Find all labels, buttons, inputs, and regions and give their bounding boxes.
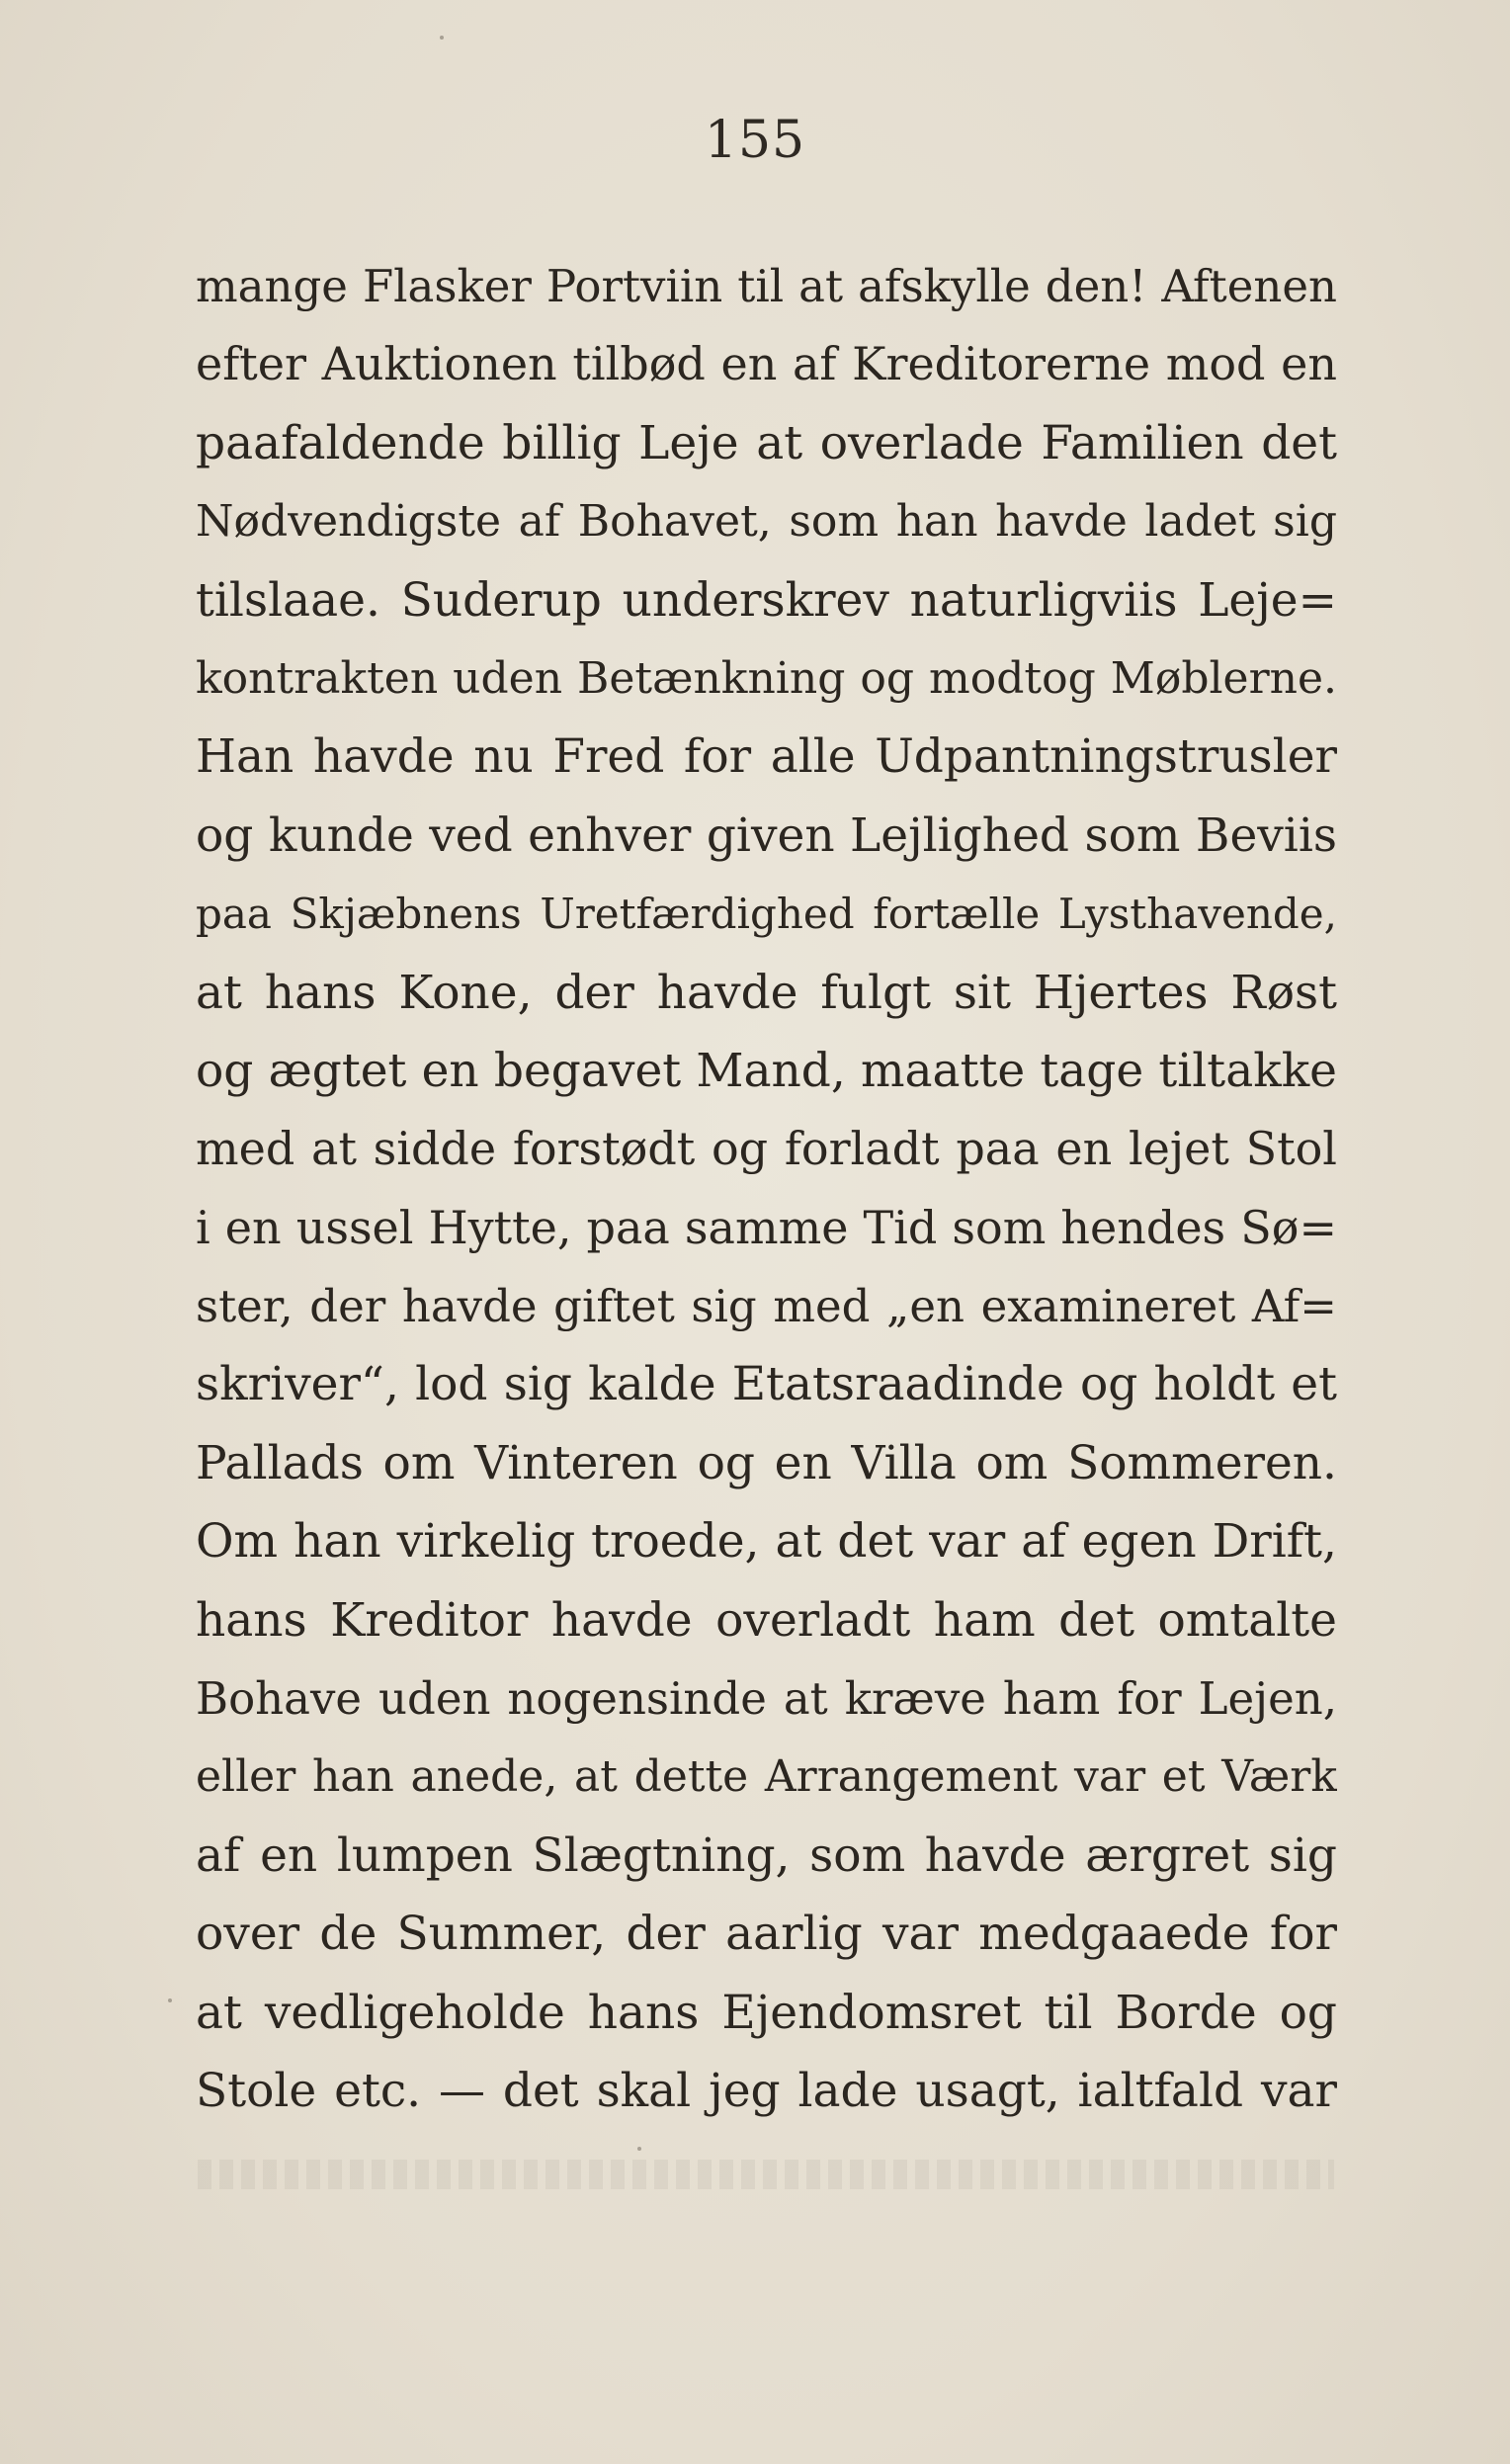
show-through-trace bbox=[198, 2160, 1334, 2189]
text-line: med at sidde forstødt og forladt paa en lejet Stol bbox=[196, 1122, 1337, 1176]
page-number: 155 bbox=[704, 111, 806, 170]
paper-speck bbox=[637, 2147, 641, 2151]
text-line: og kunde ved enhver given Lejlighed som Beviis bbox=[196, 807, 1337, 863]
text-line: paa Skjæbnens Uretfærdighed fortælle Lysthavende, bbox=[196, 890, 1337, 939]
text-line: Stole etc. — det skal jeg lade usagt, ialtfald var bbox=[196, 2063, 1337, 2118]
text-line: mange Flasker Portviin til at afskylle den! Aftenen bbox=[196, 260, 1337, 312]
body-text bbox=[196, 247, 1337, 2130]
text-line: at hans Kone, der havde fulgt sit Hjertes Røst bbox=[196, 965, 1337, 1020]
text-line: kontrakten uden Betænkning og modtog Møblerne. bbox=[196, 652, 1337, 704]
text-line: skriver“, lod sig kalde Etatsraadinde og holdt et bbox=[196, 1357, 1337, 1412]
text-line: i en ussel Hytte, paa samme Tid som hendes Sø= bbox=[196, 1200, 1337, 1254]
text-line: Nødvendigste af Bohavet, som han havde ladet sig bbox=[196, 496, 1337, 548]
text-line: Om han virkelig troede, at det var af egen Drift, bbox=[196, 1514, 1337, 1570]
text-line: Bohave uden nogensinde at kræve ham for Lejen, bbox=[196, 1672, 1337, 1726]
text-line: efter Auktionen tilbød en af Kreditorerne mod en bbox=[196, 337, 1337, 391]
paper-speck bbox=[168, 1998, 172, 2002]
text-line: af en lumpen Slægtning, som havde ærgret sig bbox=[196, 1827, 1337, 1883]
text-line: over de Summer, der aarlig var medgaaede for bbox=[196, 1907, 1337, 1962]
text-line: og ægtet en begavet Mand, maatte tage tiltakke bbox=[196, 1043, 1337, 1098]
text-line: Han havde nu Fred for alle Udpantningstrusler bbox=[196, 729, 1337, 785]
text-line: eller han anede, at dette Arrangement var et Værk bbox=[196, 1751, 1337, 1803]
text-line: hans Kreditor havde overladt ham det omtalte bbox=[196, 1592, 1337, 1648]
paper-speck bbox=[440, 36, 444, 40]
text-line: Pallads om Vinteren og en Villa om Sommeren. bbox=[196, 1435, 1337, 1490]
text-line: at vedligeholde hans Ejendomsret til Borde og bbox=[196, 1985, 1337, 2040]
text-line: ster, der havde giftet sig med „en examineret Af= bbox=[196, 1280, 1337, 1333]
text-line: tilslaae. Suderup underskrev naturligviis Leje= bbox=[196, 572, 1337, 628]
text-line: paafaldende billig Leje at overlade Familien det bbox=[196, 415, 1337, 470]
